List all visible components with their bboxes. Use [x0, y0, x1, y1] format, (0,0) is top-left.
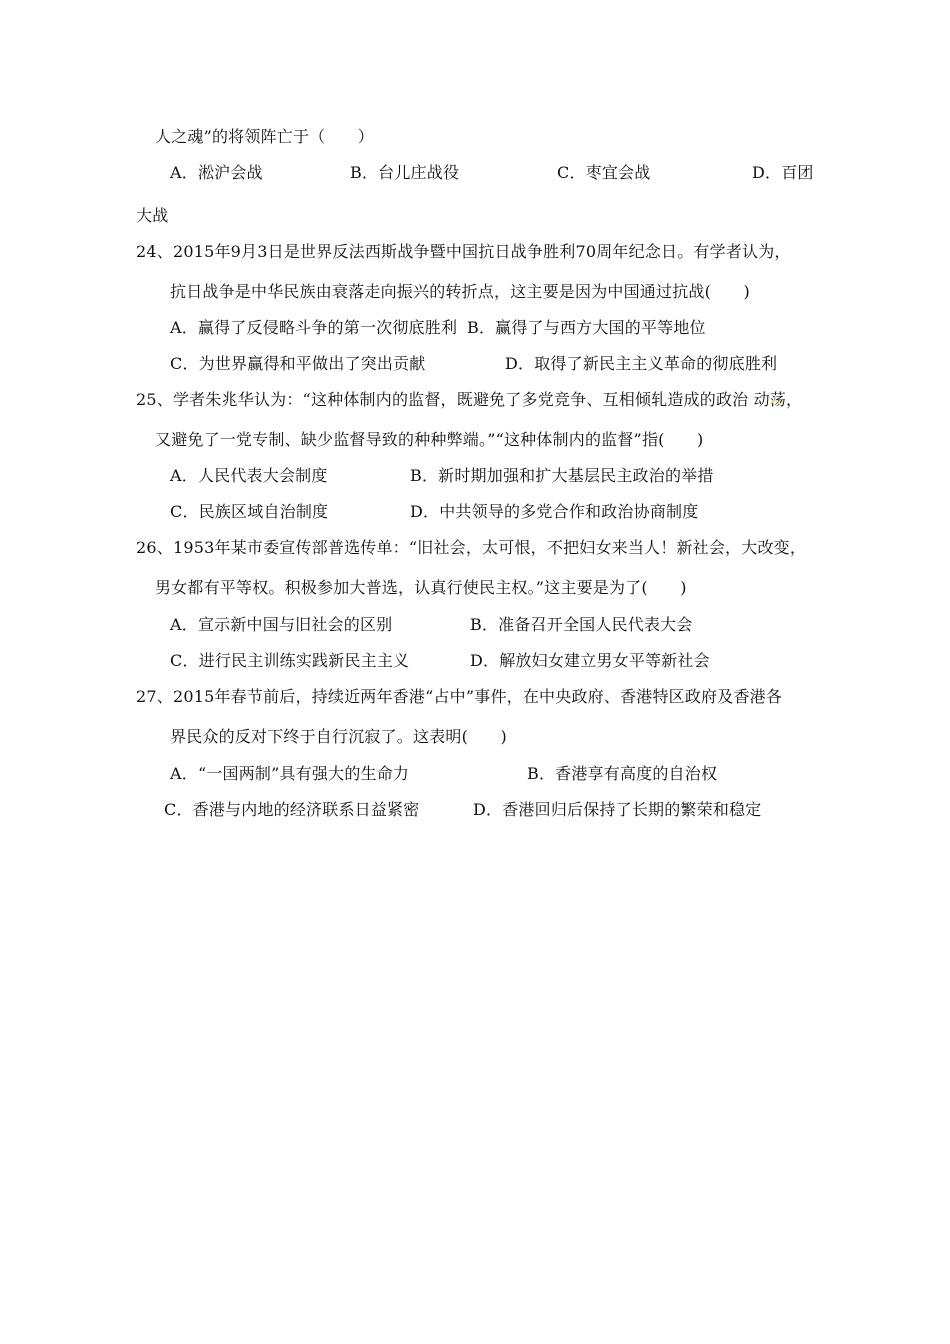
q25-option-a: A．人民代表大会制度	[170, 466, 328, 485]
q25-option-d: D．中共领导的多党合作和政治协商制度	[410, 502, 699, 521]
q26-option-b: B．准备召开全国人民代表大会	[470, 615, 693, 634]
q27-option-c: C．香港与内地的经济联系日益紧密	[164, 800, 420, 819]
q26-option-c: C．进行民主训练实践新民主主义	[170, 651, 410, 670]
q23-option-b: B．台儿庄战役	[350, 163, 460, 182]
q24-option-c: C．为世界赢得和平做出了突出贡献	[170, 354, 426, 373]
q25-option-b: B．新时期加强和扩大基层民主政治的举措	[410, 466, 714, 485]
q23-option-c: C．枣宜会战	[557, 163, 651, 182]
q27-option-b: B．香港享有高度的自治权	[527, 764, 718, 783]
q24-option-d: D．取得了新民主主义革命的彻底胜利	[505, 354, 778, 373]
q24-option-a: A．赢得了反侵略斗争的第一次彻底胜利	[170, 318, 458, 337]
q23-option-a: A．淞沪会战	[170, 163, 263, 182]
q26-stem-line2: 男女都有平等权。积极参加大普选，认真行使民主权。”这主要是为了( )	[155, 578, 687, 597]
q25-option-c: C．民族区域自治制度	[170, 502, 329, 521]
q24-stem-line2: 抗日战争是中华民族由衰落走向振兴的转折点，这主要是因为中国通过抗战( )	[170, 282, 750, 301]
stray-scan-mark	[770, 396, 784, 408]
q26-stem-line1: 26、1953年某市委宣传部普选传单：“旧社会，太可恨，不把妇女来当人！新社会，大改变，	[136, 538, 807, 557]
q25-stem-line2: 又避免了一党专制、缺少监督导致的种种弊端。”“这种体制内的监督”指( )	[155, 430, 704, 449]
q27-stem-line1: 27、2015年春节前后，持续近两年香港“占中”事件，在中央政府、香港特区政府及香港各	[136, 687, 783, 706]
q24-option-b: B．赢得了与西方大国的平等地位	[467, 318, 706, 337]
q26-option-a: A．宣示新中国与旧社会的区别	[170, 615, 393, 634]
q23-stem-continuation: 人之魂”的将领阵亡于（ ）	[155, 127, 374, 146]
q23-option-d: D．百团	[752, 163, 814, 182]
q24-stem-line1: 24、2015年9月3日是世界反法西斯战争暨中国抗日战争胜利70周年纪念日。有学者认为，	[136, 242, 791, 261]
q23-option-d-wrap: 大战	[136, 206, 169, 225]
q27-option-d: D．香港回归后保持了长期的繁荣和稳定	[473, 800, 762, 819]
q27-option-a: A．“一国两制”具有强大的生命力	[170, 764, 410, 783]
q27-stem-line2: 界民众的反对下终于自行沉寂了。这表明( )	[170, 727, 507, 746]
q26-option-d: D．解放妇女建立男女平等新社会	[470, 651, 710, 670]
q25-stem-line1: 25、学者朱兆华认为：“这种体制内的监督，既避免了多党竞争、互相倾轧造成的政治 动荡，	[136, 390, 803, 409]
